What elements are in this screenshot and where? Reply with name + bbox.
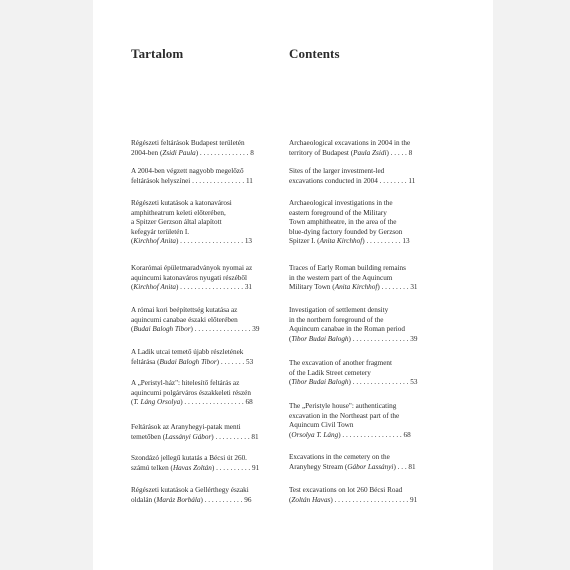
entry-title-text: Aranyhegy Stream	[289, 462, 344, 471]
entry-title-text: feltárása	[131, 357, 156, 366]
toc-entry-line	[131, 348, 277, 358]
entry-title-text: Aquincum Civil Town	[289, 421, 354, 430]
toc-entry-line: Spitzer I. (Anita Kirchhof) . . . . . . . . . . 13	[289, 237, 410, 246]
entry-title-text: territory of Budapest	[289, 148, 349, 157]
entry-title-text: A 2004-ben végzett nagyobb megelőző	[131, 167, 244, 175]
toc-entry[interactable]	[131, 167, 277, 186]
entry-leader-dots: . . . . . . . . . . . . . . . . . .	[178, 283, 244, 292]
entry-title-text: blue-dying factory founded by Gerzson	[289, 227, 403, 236]
toc-entry-line	[131, 218, 277, 228]
entry-leader-dots: . . . . . . . . . . . . . . . . . .	[178, 237, 244, 246]
entry-title-text: Aquincum canabae in the Roman period	[289, 325, 405, 334]
entry-leader-dots: . . . . . . . . . .	[364, 237, 401, 246]
entry-author: Kirchhof Anita	[133, 283, 176, 292]
entry-page-number: 91	[252, 463, 260, 472]
entry-title-text: excavations conducted in 2004	[289, 176, 378, 185]
entry-title-text: Excavations in the cemetery on the	[289, 453, 390, 461]
toc-entry[interactable]	[289, 402, 435, 440]
toc-entry-line	[131, 423, 277, 433]
toc-entry-line	[131, 486, 277, 496]
entry-page-number: 81	[251, 432, 259, 441]
toc-entry-line: (Orsolya T. Láng) . . . . . . . . . . . . . . . . . 68	[289, 430, 411, 439]
entry-page-number: 91	[410, 495, 418, 504]
entry-title-text: The excavation of another fragment	[289, 359, 392, 367]
entry-author: Orsolya T. Láng	[291, 430, 339, 439]
toc-entry-line	[131, 209, 277, 219]
entry-author: Tibor Budai Balogh	[291, 378, 349, 387]
toc-entry-line: Military Town (Anita Kirchhof) . . . . . . . . 31	[289, 283, 418, 292]
entry-leader-dots: . . . . . . . .	[379, 283, 409, 292]
toc-entry-line	[131, 274, 277, 284]
entry-title-text: Test excavations on lot 260 Bécsi Road	[289, 486, 403, 494]
toc-entry-line: oldalán (Maráz Borbála) . . . . . . . . . . . 96	[131, 495, 252, 504]
entry-author: Maráz Borbála	[156, 495, 201, 504]
toc-entry-line	[289, 264, 435, 274]
toc-entry[interactable]	[131, 306, 277, 335]
entry-leader-dots: . . . . . . . . . . . . . . . . .	[182, 398, 244, 407]
entry-author: Lassányi Gábor	[165, 432, 212, 441]
entry-title-text: számú telken	[131, 463, 169, 472]
entry-title-text: Régészeti kutatások a Gellérthegy északi	[131, 486, 249, 494]
toc-entry-line: (Tibor Budai Balogh) . . . . . . . . . . . . . . . . 39	[289, 334, 418, 343]
toc-entry[interactable]	[289, 306, 435, 344]
toc-entry-line	[289, 209, 435, 219]
toc-entry-line	[289, 453, 435, 463]
entry-leader-dots: . . . . . . . . . .	[214, 463, 251, 472]
entry-leader-dots: . . . . . . .	[219, 357, 245, 366]
entry-page-number: 39	[252, 325, 260, 334]
entry-title-text: Town amphitheatre, in the area of the	[289, 218, 397, 227]
entry-page-number: 68	[245, 398, 253, 407]
entry-title-text: Szondázó jellegű kutatás a Bécsi út 260.	[131, 454, 247, 462]
entry-leader-dots: . . . . . . . . . . .	[202, 495, 243, 504]
toc-entry-line: territory of Budapest (Paula Zsidi) . . . . . 8	[289, 148, 413, 157]
toc-entry-line	[289, 369, 435, 379]
entry-author: Anita Kirchhof	[334, 283, 378, 292]
toc-entry-line: temetőben (Lassányi Gábor) . . . . . . . . . . 81	[131, 432, 259, 441]
entry-title-text: Régészeti feltárások Budapest területén	[131, 139, 245, 147]
entry-page-number: 68	[403, 430, 411, 439]
toc-entry-line	[131, 306, 277, 316]
toc-heading: Contents	[289, 46, 340, 61]
entry-title-text: aquincumi canabae északi előterében	[131, 315, 238, 324]
entry-leader-dots: . . . . . . . . . . . . . . . .	[192, 325, 251, 334]
entry-author: Havas Zoltán	[172, 463, 212, 472]
entry-author: Gábor Lassányi	[347, 462, 394, 471]
toc-entry-line	[289, 486, 435, 496]
entry-title-text: kefegyár területén I.	[131, 227, 190, 236]
toc-entry-line	[289, 325, 435, 335]
entry-title-text: Korarómai épületmaradványok nyomai az	[131, 264, 253, 272]
toc-entry-line	[131, 316, 277, 326]
toc-entry[interactable]	[289, 264, 435, 293]
toc-entry-line: (Tibor Budai Balogh) . . . . . . . . . . . . . . . . 53	[289, 378, 418, 387]
entry-title-text: Archaeological excavations in 2004 in the	[289, 139, 411, 147]
entry-title-text: Sites of the larger investment-led	[289, 167, 385, 175]
toc-entry-line	[289, 177, 435, 187]
entry-title-text: Archaeological investigations in the	[289, 199, 393, 207]
entry-title-text: A Ladik utcai temető újabb részletének	[131, 348, 244, 356]
entry-title-text: amphitheatrum keleti előterében,	[131, 208, 226, 217]
toc-entry-line	[131, 379, 277, 389]
entry-page-number: 11	[408, 176, 416, 185]
toc-entry-line	[131, 139, 277, 149]
toc-entry-line	[131, 264, 277, 274]
entry-title-text: oldalán	[131, 495, 153, 504]
entry-page-number: 13	[244, 237, 253, 246]
entry-author: Budai Balogh Tibor	[133, 325, 191, 334]
toc-entry-line: 2004-ben (Zsidi Paula) . . . . . . . . . . . . . . 8	[131, 148, 254, 157]
toc-entry-line	[289, 316, 435, 326]
toc-entry-line: számú telken (Havas Zoltán) . . . . . . . . . . 91	[131, 463, 260, 472]
toc-entry[interactable]	[289, 167, 435, 186]
toc-entry-line: (Budai Balogh Tibor) . . . . . . . . . . . . . . . . 39	[131, 325, 260, 334]
toc-entry-line	[289, 139, 435, 149]
toc-entry-line	[289, 218, 435, 228]
entry-title-text: in the western part of the Aquincum	[289, 273, 393, 282]
entry-page-number: 31	[410, 283, 418, 292]
entry-title-text: Military Town	[289, 283, 331, 292]
entry-author: Tibor Budai Balogh	[291, 334, 349, 343]
entry-page-number: 96	[244, 495, 252, 504]
entry-title-text: Traces of Early Roman building remains	[289, 264, 406, 272]
toc-entry[interactable]	[289, 199, 435, 247]
book-page	[93, 0, 493, 570]
toc-entry-line: (Zoltán Havas) . . . . . . . . . . . . . . . . . . . . . 91	[289, 495, 418, 504]
entry-leader-dots: . . . . .	[388, 148, 407, 157]
entry-page-number: 8	[408, 148, 413, 157]
toc-entry-line: (T. Láng Orsolya) . . . . . . . . . . . . . . . . . 68	[131, 398, 253, 407]
toc-entry-line	[289, 199, 435, 209]
entry-page-number: 8	[250, 148, 254, 157]
toc-entry[interactable]	[131, 379, 277, 408]
entry-author: Kirchhof Anita	[133, 237, 176, 246]
toc-entry[interactable]	[131, 264, 277, 293]
toc-entry-line	[131, 199, 277, 209]
entry-leader-dots: . . . . . . . . . .	[213, 432, 250, 441]
entry-title-text: aquincumi polgárváros északkeleti részén	[131, 388, 251, 397]
entry-title-text: 2004-ben	[131, 148, 159, 157]
toc-entry-line	[131, 454, 277, 464]
toc-entry-line: (Kirchhof Anita) . . . . . . . . . . . . . . . . . . 31	[131, 283, 253, 292]
entry-title-text: A római kori beépítettség kutatása az	[131, 306, 238, 314]
entry-page-number: 53	[410, 378, 418, 387]
entry-page-number: 53	[246, 357, 254, 366]
toc-entry-line: feltárása (Budai Balogh Tibor) . . . . . . . 53	[131, 357, 254, 366]
toc-entry-line: Aranyhegy Stream (Gábor Lassányi) . . . 81	[289, 462, 416, 471]
toc-heading: Tartalom	[131, 46, 184, 61]
entry-page-number: 31	[244, 283, 253, 292]
entry-author: T. Láng Orsolya	[133, 398, 181, 407]
entry-leader-dots: . . . . . . . . . . . . . .	[198, 148, 249, 157]
entry-author: Paula Zsidi	[353, 148, 387, 157]
entry-title-text: Spitzer I.	[289, 237, 316, 246]
entry-leader-dots: . . . . . . . . . . . . . . . .	[350, 378, 409, 387]
toc-entry[interactable]	[131, 139, 277, 158]
toc-entry-line	[131, 228, 277, 238]
toc-entry[interactable]	[131, 348, 277, 367]
entry-page-number: 11	[245, 176, 253, 185]
entry-leader-dots: . . .	[395, 462, 407, 471]
entry-title-text: in the northern foreground of the	[289, 315, 384, 324]
toc-entry-line: (Kirchhof Anita) . . . . . . . . . . . . . . . . . . 13	[131, 237, 253, 246]
entry-title-text: feltárások helyszínei	[131, 176, 191, 185]
toc-entry[interactable]	[131, 199, 277, 247]
entry-title-text: The „Peristyle house": authenticating	[289, 402, 397, 410]
toc-entry-line	[289, 359, 435, 369]
toc-entry[interactable]	[131, 423, 277, 442]
toc-entry-line	[131, 167, 277, 177]
toc-entry-line	[131, 389, 277, 399]
toc-entry[interactable]	[289, 139, 435, 158]
toc-entry-line	[289, 167, 435, 177]
entry-page-number: 13	[402, 237, 410, 246]
entry-author: Budai Balogh Tibor	[159, 357, 217, 366]
toc-entry-line	[289, 421, 435, 431]
entry-title-text: A „Peristyl-ház": hitelesítő feltárás az	[131, 379, 240, 387]
toc-entry-line	[289, 402, 435, 412]
entry-title-text: eastern foreground of the Military	[289, 208, 387, 217]
toc-entry-line	[289, 306, 435, 316]
entry-leader-dots: . . . . . . . . . . . . . . . . .	[340, 430, 402, 439]
entry-author: Zoltán Havas	[291, 495, 331, 504]
entry-page-number: 39	[410, 334, 418, 343]
toc-entry[interactable]	[131, 486, 277, 505]
toc-entry-line	[289, 412, 435, 422]
entry-author: Anita Kirchhof	[319, 237, 363, 246]
toc-entry[interactable]	[289, 453, 435, 472]
toc-entry[interactable]	[289, 486, 435, 505]
entry-title-text: a Spitzer Gerzson által alapított	[131, 218, 222, 227]
toc-entry-line	[131, 177, 277, 187]
entry-title-text: of the Ladik Street cemetery	[289, 368, 371, 377]
toc-entry[interactable]	[131, 454, 277, 473]
toc-entry-line	[289, 228, 435, 238]
toc-entry[interactable]	[289, 359, 435, 388]
entry-page-number: 81	[408, 462, 416, 471]
entry-title-text: excavation in the Northeast part of the	[289, 411, 400, 420]
entry-author: Zsidi Paula	[162, 148, 196, 157]
entry-title-text: aquincumi katonaváros nyugati részéből	[131, 273, 247, 282]
entry-title-text: temetőben	[131, 432, 161, 441]
entry-leader-dots: . . . . . . . . . . . . . . .	[190, 176, 245, 185]
entry-title-text: Investigation of settlement density	[289, 306, 389, 314]
entry-leader-dots: . . . . . . . . . . . . . . . . . . . . .	[332, 495, 409, 504]
toc-entry-line	[289, 274, 435, 284]
entry-title-text: Régészeti kutatások a katonavárosi	[131, 199, 232, 207]
entry-leader-dots: . . . . . . . .	[377, 176, 407, 185]
entry-title-text: Feltárások az Aranyhegyi-patak menti	[131, 423, 241, 431]
entry-leader-dots: . . . . . . . . . . . . . . . .	[350, 334, 409, 343]
